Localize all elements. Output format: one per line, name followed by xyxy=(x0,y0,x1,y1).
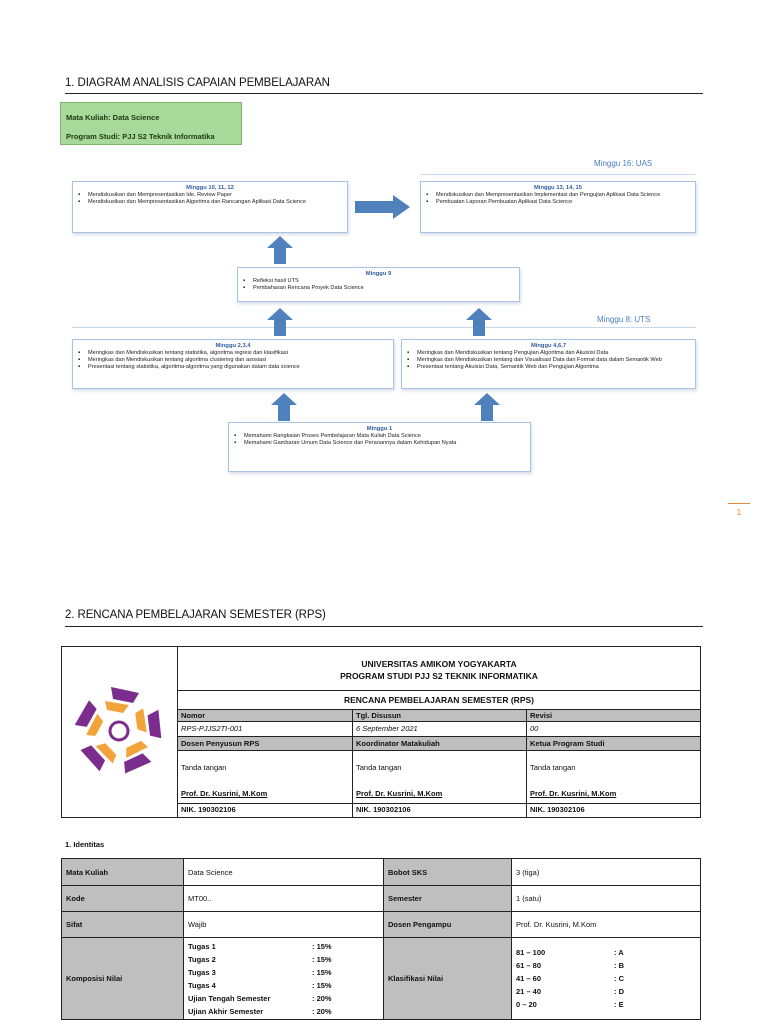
arrow-right-icon xyxy=(355,195,411,219)
week-item: ▪ Mendiskusikan dan Mempresentasikan Implementasi dan Pengujian Aplikasi Data Science xyxy=(426,192,690,199)
label-kode: Kode xyxy=(62,886,184,912)
klasifikasi-nilai-list xyxy=(512,938,701,1020)
university-name: UNIVERSITAS AMIKOM YOGYAKARTA xyxy=(361,659,517,669)
week-item: ▪ Mendiskusikan dan Mempresentasikan Algoritma dan Rancangan Aplikasi Data Science xyxy=(78,199,342,206)
week-item: ▪ Meringkas dan Mendiskusikan tentang algoritma clustering dan asosiasi xyxy=(78,357,388,364)
komposisi-item: Ujian Akhir Semester xyxy=(188,1006,264,1016)
nik-dosen: NIK. 190302106 xyxy=(178,804,353,817)
week-item: ▪ Pembuatan Laporan Pembuatan Aplikasi Data Science xyxy=(426,199,690,206)
arrow-up-icon xyxy=(474,393,500,421)
value-revisi: 00 xyxy=(527,722,700,737)
klasifikasi-range: 41 – 60 xyxy=(516,974,542,983)
label-uts: Minggu 8: UTS xyxy=(597,315,651,324)
signature-name: Prof. Dr. Kusrini, M.Kom xyxy=(530,789,617,798)
value-bobot-sks: 3 (tiga) xyxy=(512,859,701,886)
nik-ketua: NIK. 190302106 xyxy=(530,805,585,814)
klasifikasi-grade: : C xyxy=(614,974,624,983)
week-box-10-12 xyxy=(72,181,348,233)
logo-cell xyxy=(62,647,178,817)
week-item: ▪ Pembahasan Rencana Proyek Data Science xyxy=(243,285,514,292)
week-box-title: Minggu 13, 14, 15 xyxy=(534,185,582,191)
university-heading xyxy=(178,647,700,691)
nik-koordinator: NIK. 190302106 xyxy=(353,804,527,817)
week-box-2-4 xyxy=(72,339,394,389)
week-box-title: Minggu 10, 11, 12 xyxy=(186,185,234,191)
komposisi-value: : 15% xyxy=(312,980,332,990)
signature-label: Tanda tangan xyxy=(356,763,402,772)
komposisi-value: : 15% xyxy=(312,954,332,964)
value-semester: 1 (satu) xyxy=(512,886,701,912)
signature-label: Tanda tangan xyxy=(181,763,227,772)
label-bobot-sks: Bobot SKS xyxy=(384,859,512,886)
week-item: ▪ Meringkas dan Mendiskusikan tentang statistika, algoritma regresi dan klasifikasi xyxy=(78,350,388,357)
label-semester: Semester xyxy=(384,886,512,912)
uts-rule xyxy=(72,327,696,328)
week-item: ▪ Meringkas dan Mendiskusikan tentang Pengujian Algoritma dan Akuisisi Data xyxy=(407,350,690,357)
header-dosen: Dosen Penyusun RPS xyxy=(178,737,353,751)
komposisi-nilai-list xyxy=(184,938,384,1020)
komposisi-value: : 20% xyxy=(312,993,332,1003)
value-mata-kuliah: Data Science xyxy=(184,859,384,886)
week-box-13-15 xyxy=(420,181,696,233)
week-item: ▪ Mendiskusikan dan Mempresentasikan Ide, Review Paper xyxy=(78,192,342,199)
header-ketua: Ketua Program Studi xyxy=(527,737,700,751)
value-sifat: Wajib xyxy=(184,912,384,938)
label-dosen-pengampu: Dosen Pengampu xyxy=(384,912,512,938)
week-box-title: Minggu 1 xyxy=(366,426,393,432)
label-mata-kuliah: Mata Kuliah xyxy=(62,859,184,886)
label-klasifikasi-nilai: Klasifikasi Nilai xyxy=(384,938,512,1020)
program-name: PROGRAM STUDI PJJ S2 TEKNIK INFORMATIKA xyxy=(340,671,538,681)
label-uas: Minggu 16: UAS xyxy=(594,159,653,168)
value-nomor: RPS-PJJS2TI-001 xyxy=(178,722,353,737)
signature-cell-ketua xyxy=(527,751,700,804)
komposisi-value: : 15% xyxy=(312,967,332,977)
arrow-up-icon xyxy=(466,308,492,336)
section-2-rule xyxy=(65,626,703,627)
uas-rule xyxy=(420,174,696,175)
week-box-4-7 xyxy=(401,339,696,389)
section-2-title: 2. RENCANA PEMBELAJARAN SEMESTER (RPS) xyxy=(65,609,326,621)
klasifikasi-grade: : E xyxy=(614,1000,624,1009)
page-number-text: 1 xyxy=(736,508,742,517)
klasifikasi-grade: : A xyxy=(614,948,624,957)
week-item: ▪ Presentasi tentang statistika, algoritma-algoritma yang digunakan dalam data science xyxy=(78,364,388,371)
komposisi-item: Tugas 4 xyxy=(188,980,216,990)
label-komposisi-nilai: Komposisi Nilai xyxy=(62,938,184,1020)
value-tgl: 6 September 2021 xyxy=(353,722,527,737)
week-box-title: Minggu 2,3,4 xyxy=(215,343,251,349)
week-item: ▪ Memahami Gambaran Umum Data Science dan Peranannya dalam Kehidupan Nyata xyxy=(234,440,525,447)
komposisi-value: : 15% xyxy=(312,941,332,951)
komposisi-item: Tugas 3 xyxy=(188,967,216,977)
rps-header-right xyxy=(178,647,700,817)
value-kode: MT00.. xyxy=(184,886,384,912)
signature-name: Prof. Dr. Kusrini, M.Kom xyxy=(181,789,268,798)
week-item: ▪ Meringkas dan Mendiskusikan tentang dan Visualisasi Data dan Format data dalam Semantik Web xyxy=(407,357,690,364)
komposisi-item: Tugas 2 xyxy=(188,954,216,964)
week-box-title: Minggu 9 xyxy=(365,271,392,277)
week-box-title: Minggu 4,6,7 xyxy=(530,343,567,349)
label-sifat: Sifat xyxy=(62,912,184,938)
klasifikasi-range: 61 – 80 xyxy=(516,961,542,970)
komposisi-item: Ujian Tengah Semester xyxy=(188,993,271,1003)
klasifikasi-grade: : B xyxy=(614,961,624,970)
arrow-up-icon xyxy=(267,308,293,336)
week-item: ▪ Presentasi tentang Akuisisi Data, Semantik Web dan Pengujian Algoritma xyxy=(407,364,690,371)
identitas-title: 1. Identitas xyxy=(65,840,105,849)
section-1-title: 1. DIAGRAM ANALISIS CAPAIAN PEMBELAJARAN xyxy=(65,77,330,89)
header-revisi: Revisi xyxy=(527,710,700,722)
komposisi-item: Tugas 1 xyxy=(188,941,216,951)
arrow-up-icon xyxy=(271,393,297,421)
page-number-rule xyxy=(728,503,750,504)
course-name: Mata Kuliah: Data Science xyxy=(66,113,160,122)
komposisi-value: : 20% xyxy=(312,1006,332,1016)
course-program: Program Studi: PJJ S2 Teknik Informatika xyxy=(66,132,215,141)
klasifikasi-range: 21 – 40 xyxy=(516,987,542,996)
amikom-logo xyxy=(72,685,166,777)
page-number xyxy=(728,503,750,517)
section-1-rule xyxy=(65,93,703,94)
rps-heading: RENCANA PEMBELAJARAN SEMESTER (RPS) xyxy=(178,691,700,710)
week-box-1 xyxy=(228,422,531,472)
signature-label: Tanda tangan xyxy=(530,763,576,772)
week-item: ▪ Refleksi hasil UTS xyxy=(243,278,514,285)
week-item: ▪ Memahami Rangkaian Proses Pembelajaran Mata Kuliah Data Science xyxy=(234,433,525,440)
header-koordinator: Koordinator Matakuliah xyxy=(353,737,527,751)
week-box-9 xyxy=(237,267,520,302)
klasifikasi-range: 0 – 20 xyxy=(516,1000,537,1009)
rps-header-table xyxy=(61,646,701,818)
arrow-up-icon xyxy=(267,236,293,264)
signature-name: Prof. Dr. Kusrini, M.Kom xyxy=(356,789,443,798)
value-dosen-pengampu: Prof. Dr. Kusrini, M.Kom xyxy=(512,912,701,938)
course-info-box xyxy=(60,102,242,145)
signature-cell-koordinator xyxy=(353,751,527,804)
identitas-table xyxy=(61,858,701,1020)
klasifikasi-grade: : D xyxy=(614,987,624,996)
signature-cell-dosen xyxy=(178,751,353,804)
header-nomor: Nomor xyxy=(178,710,353,722)
header-tgl: Tgl. Disusun xyxy=(353,710,527,722)
klasifikasi-range: 81 – 100 xyxy=(516,948,546,957)
